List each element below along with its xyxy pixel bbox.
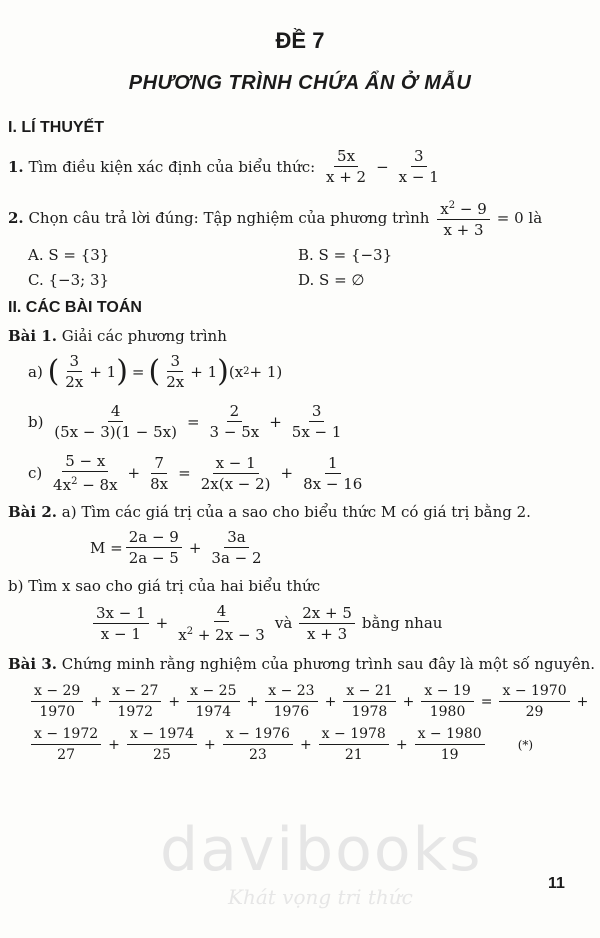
option-d: D. S = ∅ — [298, 271, 365, 289]
equation-1b: b) $\frac{4}{(5x - 3)(1 - 5x)}$ = $\frac{2}{3 - 5x}$ + $\frac{3}{5x - 1}$ — [28, 402, 342, 441]
option-c: C. {−3; 3} — [28, 271, 110, 289]
exam-number: ĐỀ 7 — [275, 28, 325, 53]
question-2: 2. Chọn câu trả lời đúng: Tập nghiệm của phương trình $\frac{x^2 - 9}{x + 3}$ = 0 là — [8, 197, 546, 239]
option-a: A. S = {3} — [28, 246, 110, 264]
fraction: $\frac{3}{x - 1}$ — [398, 147, 439, 186]
expressions-2b: $\frac{3x - 1}{x - 1}$ + $\frac{4}{x^2 + 2x - 3}$ và $\frac{2x + 5}{x + 3}$ bằng nhau — [90, 602, 446, 644]
page-title: PHƯƠNG TRÌNH CHỨA ẨN Ở MẪU — [128, 72, 472, 94]
expression-m: M = $\frac{2a - 9}{2a - 5}$ + $\frac{3a}{3a - 2}$ — [90, 528, 262, 567]
watermark-brand: davibooks — [160, 815, 483, 885]
page-number: 11 — [548, 875, 565, 892]
question-text: Chọn câu trả lời đúng: Tập nghiệm của phương trình — [28, 209, 430, 227]
question-text: Tìm điều kiện xác định của biểu thức: — [28, 157, 316, 176]
problem-text: Chứng minh rằng nghiệm của phương trình sau đây là một số nguyên. — [61, 655, 596, 673]
equation-tag: (*) — [517, 737, 534, 752]
equation-1c: c) $\frac{5 - x}{4x^2 - 8x}$ + $\frac{7}{8x}$ = $\frac{x - 1}{2x(x - 2)}$ + $\frac{1}{8x - 16}$ — [28, 452, 363, 494]
option-b: B. S = {−3} — [298, 246, 393, 264]
question-number: 2. — [8, 209, 24, 227]
problem-text: Giải các phương trình — [61, 327, 227, 345]
problem-label: Bài 2. — [8, 503, 57, 521]
section-heading-theory: I. LÍ THUYẾT — [8, 119, 104, 136]
section-heading-problems: II. CÁC BÀI TOÁN — [8, 299, 142, 316]
fraction: $\frac{x^2 - 9}{x + 3}$ — [437, 197, 490, 239]
problem-label: Bài 3. — [8, 655, 57, 673]
problem-label: Bài 1. — [8, 327, 57, 345]
problem-2b-text: b) Tìm x sao cho giá trị của hai biểu thức — [8, 577, 321, 595]
fraction: $\frac{5x}{x + 2}$ — [325, 147, 367, 186]
problem-2-header — [8, 503, 531, 521]
equation-3-row1: $\frac{x - 29}{1970}$ + $\frac{x - 27}{1972}$ + $\frac{x - 25}{1974}$ + $\frac{x - 23}{1976}$ + $\frac{x - 21}{1978}$ + $\frac{x - 19}{1980}$ = $\frac{x - 1970}{29}$ + — [28, 682, 592, 721]
problem-text: a) Tìm các giá trị của a sao cho biểu thức M có giá trị bằng 2. — [61, 503, 531, 521]
question-number: 1. — [8, 157, 24, 176]
equation-3-row2: $\frac{x - 1972}{27}$ + $\frac{x - 1974}{25}$ + $\frac{x - 1976}{23}$ + $\frac{x - 1978}{21}$ + $\frac{x - 1980}{19}$ (*) — [28, 725, 533, 764]
problem-3-header — [8, 655, 595, 673]
question-1: 1. Tìm điều kiện xác định của biểu thức: $\frac{5x}{x + 2}$ − $\frac{3}{x - 1}$ — [8, 147, 445, 186]
equation-1a: a) ( $\frac{3}{2x}$ + 1 ) = ( $\frac{3}{2x}$ + 1 ) (x 2 + 1) — [28, 352, 283, 391]
watermark-slogan: Khát vọng tri thức — [228, 885, 413, 909]
problem-1-header — [8, 327, 227, 345]
